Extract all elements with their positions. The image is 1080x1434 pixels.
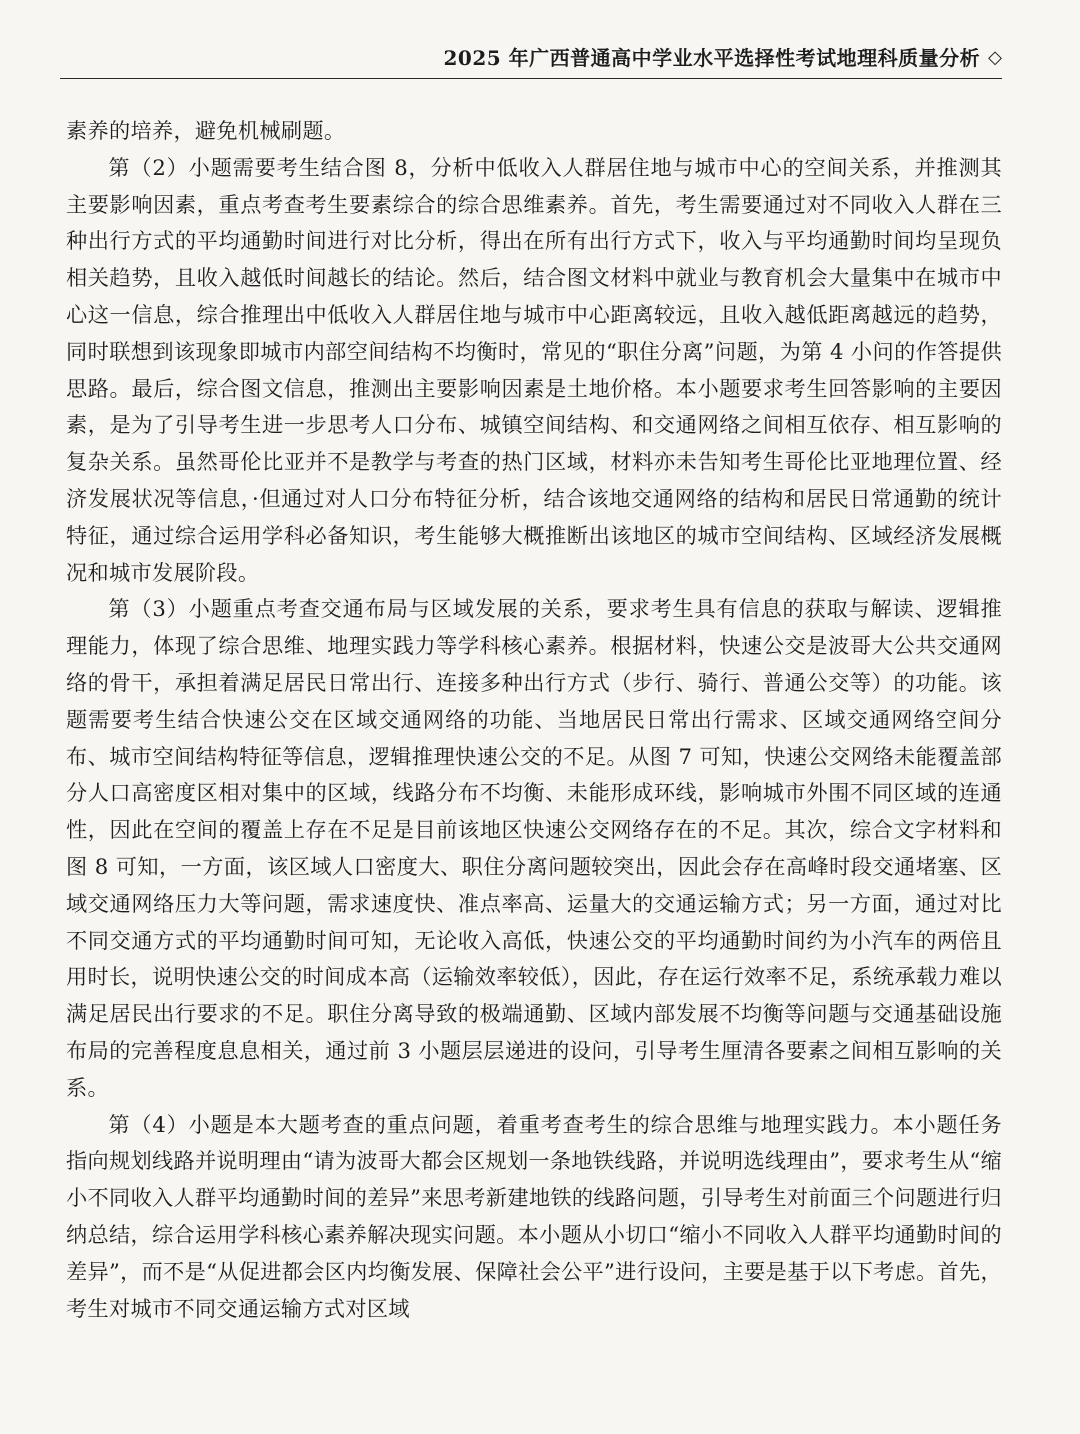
- paragraph-continuation: 素养的培养，避免机械刷题。: [66, 118, 346, 143]
- paragraph-question-3: 第（3）小题重点考查交通布局与区域发展的关系，要求考生具有信息的获取与解读、逻辑推理能力，体现了综合思维、地理实践力等学科核心素养。根据材料，快速公交是波哥大公共交通网络的骨干，承担着满足居民日常出行、连接多种出行方式（步行、骑行、普通公交等）的功能。该题需要考生结合快速公交在区域交通网络的功能、当地居民日常出行需求、区域交通网络空间分布、城市空间结构特征等信息，逻辑推理快速公交的不足。从图 7 可知，快速公交网络未能覆盖部分人口高密度区相对集中的区域，线路分布不均衡、未能形成环线，影响城市外围不同区域的连通性，因此在空间的覆盖上存在不足是目前该地区快速公交网络存在的不足。其次，综合文字材料和图 8 可知，一方面，该区域人口密度大、职住分离问题较突出，因此会存在高峰时段交通堵塞、区域交通网络压力大等问题，需求速度快、准点率高、运量大的交通运输方式；另一方面，通过对比不同交通方式的平均通勤时间可知，无论收入高低，快速公交的平均通勤时间约为小汽车的两倍且用时长，说明快速公交的时间成本高（运输效率较低），因此，存在运行效率不足，系统承载力难以满足居民出行要求的不足。职住分离导致的极端通勤、区域内部发展不均衡等问题与交通基础设施布局的完善程度息息相关，通过前 3 小题层层递进的设问，引导考生厘清各要素之间相互影响的关系。: [66, 596, 1002, 1100]
- body-text: [66, 113, 1002, 1327]
- header-title: 2025 年广西普通高中学业水平选择性考试地理科质量分析: [443, 46, 981, 70]
- paragraph-question-2: 第（2）小题需要考生结合图 8，分析中低收入人群居住地与城市中心的空间关系，并推测其主要影响因素，重点考查考生要素综合的综合思维素养。首先，考生需要通过对不同收入人群在三种出行方式的平均通勤时间进行对比分析，得出在所有出行方式下，收入与平均通勤时间均呈现负相关趋势，且收入越低时间越长的结论。然后，结合图文材料中就业与教育机会大量集中在城市中心这一信息，综合推理出中低收入人群居住地与城市中心距离较远，且收入越低距离越远的趋势，同时联想到该现象即城市内部空间结构不均衡时，常见的“职住分离”问题，为第 4 小问的作答提供思路。最后，综合图文信息，推测出主要影响因素是土地价格。本小题要求考生回答影响的主要因素，是为了引导考生进一步思考人口分布、城镇空间结构、和交通网络之间相互依存、相互影响的复杂关系。虽然哥伦比亚并不是教学与考查的热门区域，材料亦未告知考生哥伦比亚地理位置、经济发展状况等信息，·但通过对人口分布特征分析，结合该地交通网络的结构和居民日常通勤的统计特征，通过综合运用学科必备知识，考生能够大概推断出该地区的城市空间结构、区域经济发展概况和城市发展阶段。: [66, 154, 1002, 585]
- page-header: [60, 40, 1002, 79]
- diamond-icon: ◇: [988, 47, 1002, 68]
- paragraph-question-4: 第（4）小题是本大题考查的重点问题，着重考查考生的综合思维与地理实践力。本小题任务指向规划线路并说明理由“请为波哥大都会区规划一条地铁线路，并说明选线理由”，要求考生从“缩小不同收入人群平均通勤时间的差异”来思考新建地铁的线路问题，引导考生对前面三个问题进行归纳总结，综合运用学科核心素养解决现实问题。本小题从小切口“缩小不同收入人群平均通勤时间的差异”，而不是“从促进都会区内均衡发展、保障社会公平”进行设问，主要是基于以下考虑。首先，考生对城市不同交通运输方式对区域: [66, 1111, 1002, 1321]
